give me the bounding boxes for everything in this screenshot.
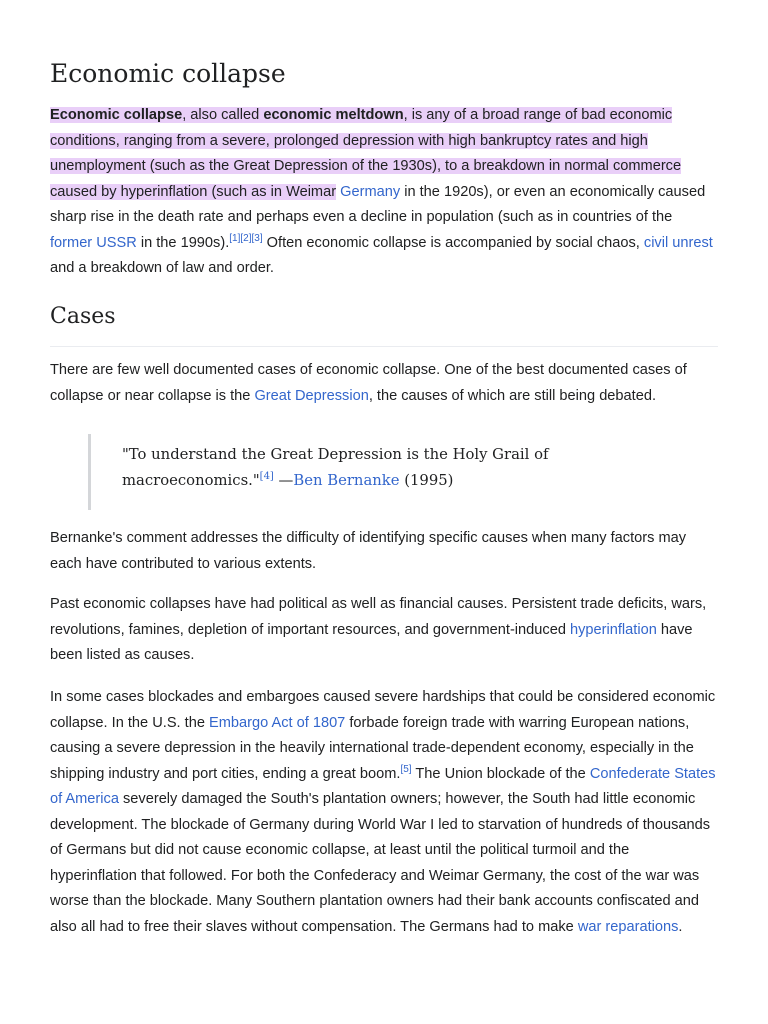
- bold-term: Economic collapse: [50, 107, 183, 123]
- quote-text: "To understand the Great Depression is the Holy Grail of macroeconomics."[4] —Ben Bernanke (1995): [122, 446, 549, 489]
- link-germany[interactable]: Germany: [340, 183, 401, 200]
- link-great-depression[interactable]: Great Depression: [254, 387, 369, 404]
- citation-refs[interactable]: [1][2][3]: [229, 232, 263, 244]
- link-ben-bernanke[interactable]: Ben Bernanke: [293, 472, 400, 489]
- section-heading-cases: Cases: [50, 304, 116, 329]
- heading-divider: [50, 346, 718, 347]
- cases-paragraph-4: In some cases blockades and embargoes caused severe hardships that could be considered economic collapse. In the U.S. the Embargo Act of 1807 forbade foreign trade with warring European nations, causing a severe depression in the heavily international trade-dependent economy, especially in the shipping industry and port cities, ending a great boom.[5] The Union blockade of the Confederate States of America severely damaged the South's plantation owners; however, the South had little economic development. The blockade of Germany during World War I led to starvation of hundreds of thousands of Germans but did not cause economic collapse, at least until the political turmoil and the hyperinflation that followed. For both the Confederacy and Weimar Germany, the cost of the war was worse than the blockade. Many Southern plantation owners had their bank accounts confiscated and also all had to free their slaves without compensation. The Germans had to make war reparations.: [50, 689, 716, 935]
- intro-paragraph: Economic collapse, also called economic meltdown, is any of a broad range of bad economic conditions, ranging from a severe, prolonged depression with high bankruptcy rates and high unemployment (such as the Great Depression of the 1930s), to a breakdown in normal commerce caused by hyperinflation (such as in Weimar Germany in the 1920s), or even an economically caused sharp rise in the death rate and perhaps even a decline in population (such as in countries of the former USSR in the 1990s).[1][2][3] Often economic collapse is accompanied by social chaos, civil unrest and a breakdown of law and order.: [50, 107, 713, 276]
- cases-paragraph-1: There are few well documented cases of economic collapse. One of the best documented cases of collapse or near collapse is the Great Depression, the causes of which are still being debated.: [50, 362, 687, 404]
- link-embargo-act[interactable]: Embargo Act of 1807: [209, 714, 346, 731]
- link-war-reparations[interactable]: war reparations: [577, 918, 679, 935]
- link-civil-unrest[interactable]: civil unrest: [643, 234, 713, 251]
- bold-term: economic meltdown: [263, 107, 404, 123]
- citation-ref-5[interactable]: [5]: [400, 763, 412, 775]
- link-confederate-states[interactable]: Confederate States of America: [50, 765, 716, 807]
- highlighted-text: Economic collapse, also called economic meltdown, is any of a broad range of bad economic conditions, ranging from a severe, prolonged depression with high bankruptcy rates and high unemployment (such as the Great Depression of the 1930s), to a breakdown in normal commerce caused by hyperinflation (such as in Weimar: [50, 107, 682, 200]
- blockquote: [88, 434, 691, 510]
- link-former-ussr[interactable]: former USSR: [50, 234, 137, 251]
- cases-paragraph-2: Bernanke's comment addresses the difficulty of identifying specific causes when many factors may each have contributed to various extents.: [50, 530, 687, 572]
- citation-ref-4[interactable]: [4]: [259, 471, 274, 483]
- page-title: Economic collapse: [50, 59, 286, 88]
- link-hyperinflation[interactable]: hyperinflation: [570, 621, 657, 638]
- cases-paragraph-3: Past economic collapses have had political as well as financial causes. Persistent trade deficits, wars, revolutions, famines, depletion of important resources, and government-induced hyperinflation have been listed as causes.: [50, 596, 707, 663]
